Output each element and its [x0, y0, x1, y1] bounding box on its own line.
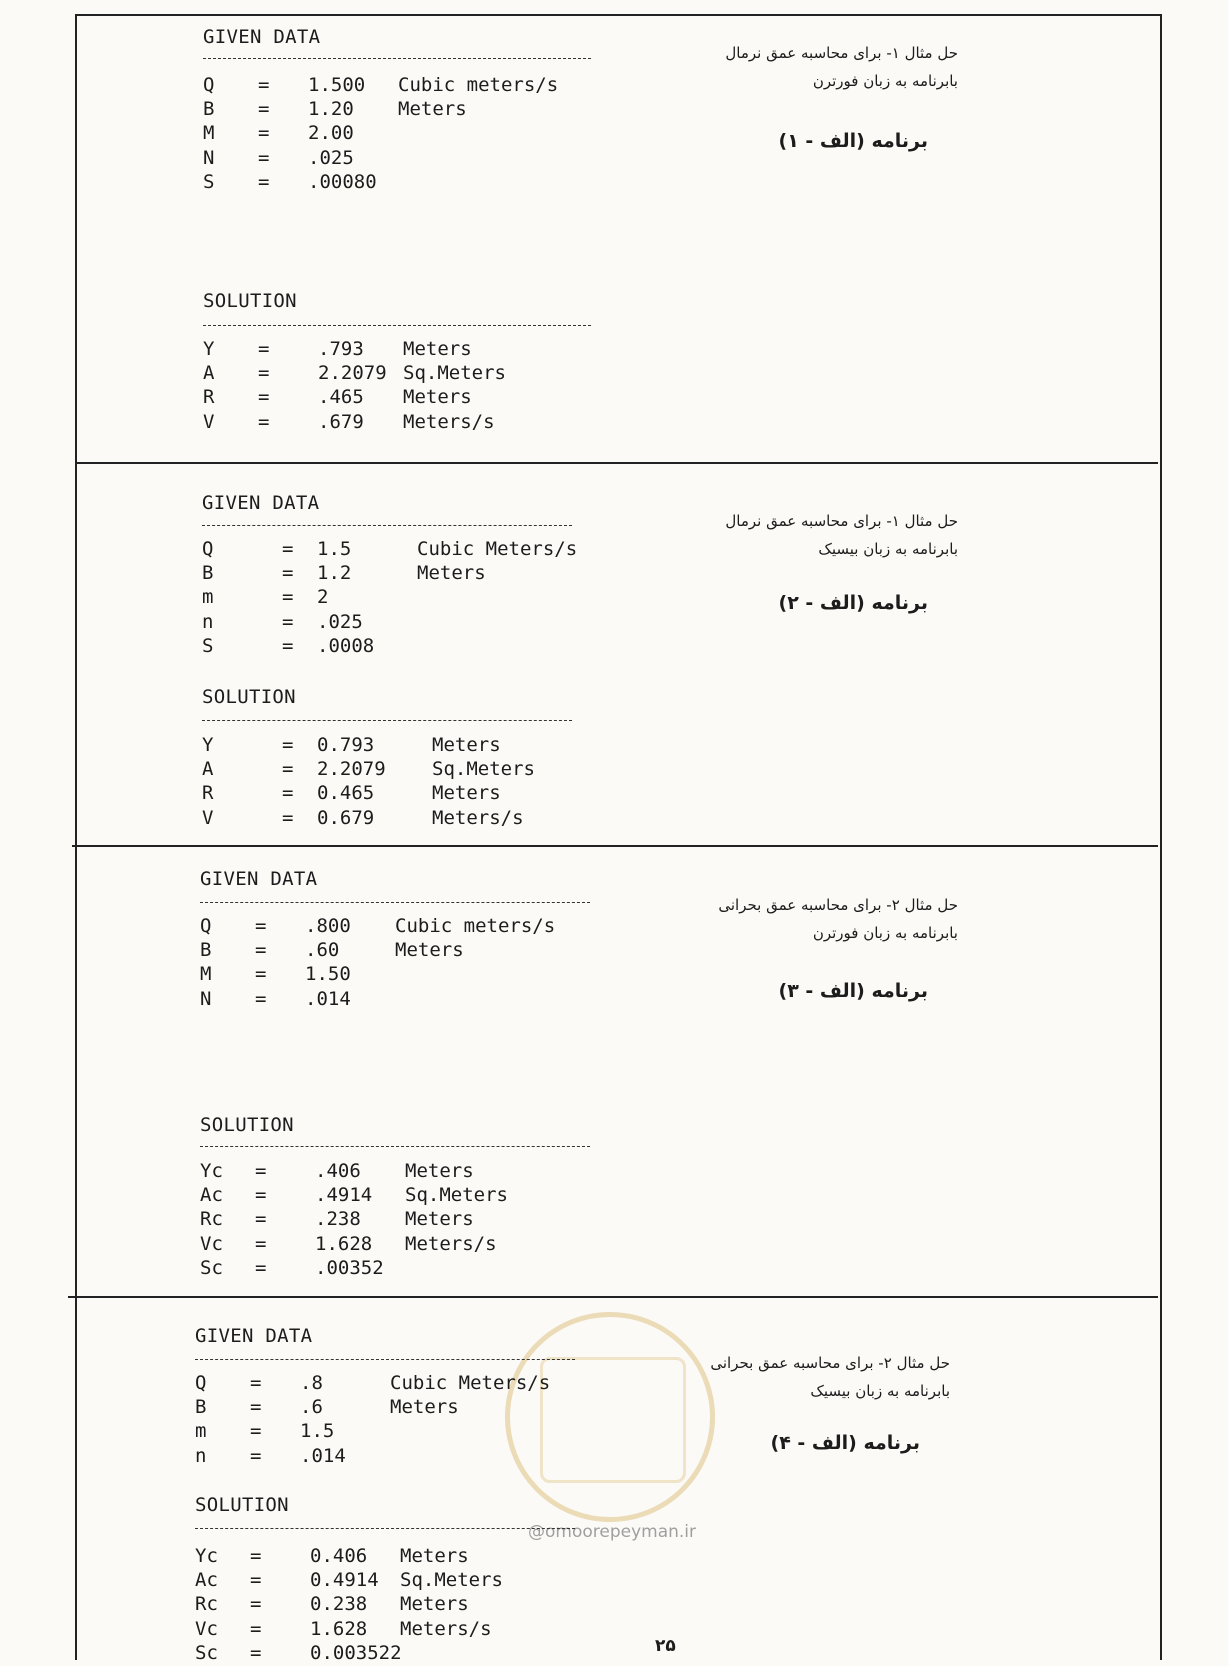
solution-eq: = — [250, 1569, 262, 1592]
given-eq: = — [258, 170, 270, 193]
given-eq: = — [282, 562, 294, 585]
given-val: .014 — [300, 1444, 346, 1467]
given-eq: = — [258, 122, 270, 145]
solution-unit: Sq.Meters — [405, 1184, 508, 1207]
given-sym: m — [202, 586, 214, 609]
solution-sym: V — [203, 410, 215, 433]
example-note-line2: بابرنامه به زبان فورترن — [812, 72, 958, 90]
given-row — [202, 562, 622, 586]
solution-eq: = — [258, 362, 270, 385]
solution-eq: = — [282, 782, 294, 805]
example-note-line2: بابرنامه به زبان بیسیک — [810, 1382, 950, 1400]
solution-row — [203, 362, 623, 386]
given-eq: = — [250, 1444, 262, 1467]
given-data-title: GIVEN DATA — [202, 492, 320, 514]
solution-val: .4914 — [315, 1184, 373, 1207]
given-val: .00080 — [308, 170, 377, 193]
given-sym: B — [200, 939, 212, 962]
solution-row — [195, 1569, 615, 1593]
solution-title: SOLUTION — [200, 1114, 294, 1136]
given-val: .6 — [300, 1396, 323, 1419]
given-sym: Q — [195, 1372, 207, 1394]
given-sym: Q — [202, 538, 214, 560]
solution-unit: Meters — [400, 1593, 469, 1616]
solution-val: 0.406 — [310, 1545, 368, 1567]
given-eq: = — [258, 98, 270, 121]
solution-val: 0.793 — [317, 734, 375, 756]
given-eq: = — [255, 963, 267, 986]
solution-val: .793 — [318, 338, 364, 360]
solution-unit: Sq.Meters — [432, 758, 535, 781]
solution-row — [200, 1257, 620, 1281]
solution-row — [195, 1642, 615, 1666]
given-val: .025 — [317, 610, 363, 633]
given-row — [200, 988, 620, 1012]
solution-sym: Sc — [195, 1641, 218, 1664]
given-eq: = — [282, 634, 294, 657]
given-sym: M — [200, 963, 212, 986]
solution-val: 0.679 — [317, 806, 375, 829]
solution-row — [202, 807, 622, 831]
solution-unit: Meters/s — [432, 806, 524, 829]
given-sym: n — [202, 610, 214, 633]
given-val: .60 — [305, 939, 340, 962]
solution-row — [195, 1593, 615, 1617]
given-eq: = — [258, 146, 270, 169]
solution-sym: Yc — [200, 1160, 223, 1182]
given-row — [195, 1372, 615, 1396]
given-sym: B — [203, 98, 215, 121]
solution-row — [203, 386, 623, 410]
given-val: .025 — [308, 146, 354, 169]
solution-sym: R — [202, 782, 214, 805]
given-unit: Cubic meters/s — [395, 915, 556, 937]
solution-eq: = — [255, 1160, 267, 1182]
given-sym: Q — [200, 915, 212, 937]
given-row — [203, 147, 623, 171]
given-eq: = — [255, 939, 267, 962]
solution-eq: = — [250, 1641, 262, 1664]
example-note-line2: بابرنامه به زبان فورترن — [812, 924, 958, 942]
given-sym: n — [195, 1444, 207, 1467]
given-row — [202, 635, 622, 659]
solution-val: 2.2079 — [318, 362, 387, 385]
given-sym: Q — [203, 74, 215, 96]
example-note-line2: بابرنامه به زبان بیسیک — [818, 540, 958, 558]
solution-sym: R — [203, 386, 215, 409]
solution-val: .00352 — [315, 1256, 384, 1279]
given-row — [195, 1420, 615, 1444]
solution-eq: = — [255, 1232, 267, 1255]
solution-eq: = — [258, 386, 270, 409]
given-val: 1.5 — [317, 538, 352, 560]
solution-row — [195, 1545, 615, 1569]
program-label: برنامه (الف - ۳) — [778, 980, 928, 1002]
given-row — [203, 171, 623, 195]
given-eq: = — [282, 610, 294, 633]
program-label: برنامه (الف - ۱) — [778, 130, 928, 152]
dashed-rule — [195, 1359, 575, 1360]
given-unit: Meters — [395, 939, 464, 962]
solution-unit: Meters/s — [405, 1232, 497, 1255]
solution-eq: = — [250, 1593, 262, 1616]
solution-row — [202, 758, 622, 782]
watermark-text: @omoorepeyman.ir — [528, 1522, 697, 1542]
given-row — [203, 74, 623, 98]
solution-row — [202, 782, 622, 806]
solution-row — [200, 1233, 620, 1257]
solution-sym: Ac — [200, 1184, 223, 1207]
given-row — [200, 915, 620, 939]
solution-sym: Vc — [200, 1232, 223, 1255]
given-sym: B — [195, 1396, 207, 1419]
solution-val: 2.2079 — [317, 758, 386, 781]
page-number: ۲۵ — [655, 1636, 676, 1656]
solution-val: 0.4914 — [310, 1569, 379, 1592]
given-val: 2.00 — [308, 122, 354, 145]
solution-unit: Meters/s — [403, 410, 495, 433]
given-sym: B — [202, 562, 214, 585]
solution-eq: = — [282, 734, 294, 756]
given-row — [200, 963, 620, 987]
dashed-rule — [203, 325, 591, 326]
solution-eq: = — [255, 1208, 267, 1231]
solution-sym: Yc — [195, 1545, 218, 1567]
given-val: .0008 — [317, 634, 375, 657]
solution-val: 1.628 — [310, 1617, 368, 1640]
given-eq: = — [255, 915, 267, 937]
given-val: 1.20 — [308, 98, 354, 121]
example-note-line1: حل مثال ۲- برای محاسبه عمق بحرانی — [710, 1354, 950, 1372]
given-sym: S — [202, 634, 214, 657]
solution-title: SOLUTION — [202, 686, 296, 708]
given-row — [195, 1396, 615, 1420]
dashed-rule — [195, 1528, 575, 1529]
solution-unit: Sq.Meters — [403, 362, 506, 385]
dashed-rule — [202, 720, 572, 721]
given-unit: Cubic Meters/s — [390, 1372, 551, 1394]
solution-unit: Sq.Meters — [400, 1569, 503, 1592]
given-data-title: GIVEN DATA — [203, 26, 321, 48]
given-unit: Meters — [398, 98, 467, 121]
solution-eq: = — [255, 1256, 267, 1279]
given-row — [202, 586, 622, 610]
given-eq: = — [282, 538, 294, 560]
given-sym: M — [203, 122, 215, 145]
given-val: .014 — [305, 987, 351, 1010]
solution-row — [203, 338, 623, 362]
solution-sym: A — [202, 758, 214, 781]
panel-separator — [75, 462, 1158, 464]
panel-separator — [68, 1296, 1158, 1298]
given-val: 2 — [317, 586, 329, 609]
solution-sym: A — [203, 362, 215, 385]
given-row — [200, 939, 620, 963]
example-note-line1: حل مثال ۱- برای محاسبه عمق نرمال — [725, 512, 958, 530]
solution-val: .679 — [318, 410, 364, 433]
dashed-rule — [203, 58, 591, 59]
given-unit: Cubic meters/s — [398, 74, 559, 96]
solution-eq: = — [282, 806, 294, 829]
solution-unit: Meters — [400, 1545, 469, 1567]
solution-unit: Meters — [403, 338, 472, 360]
given-row — [203, 98, 623, 122]
given-unit: Meters — [417, 562, 486, 585]
solution-unit: Meters — [405, 1160, 474, 1182]
given-eq: = — [250, 1372, 262, 1394]
solution-val: 1.628 — [315, 1232, 373, 1255]
solution-unit: Meters — [405, 1208, 474, 1231]
given-sym: N — [203, 146, 215, 169]
solution-eq: = — [255, 1184, 267, 1207]
given-val: 1.2 — [317, 562, 352, 585]
given-sym: S — [203, 170, 215, 193]
given-val: .800 — [305, 915, 351, 937]
solution-row — [200, 1160, 620, 1184]
given-val: .8 — [300, 1372, 323, 1394]
solution-sym: Rc — [200, 1208, 223, 1231]
solution-val: .465 — [318, 386, 364, 409]
solution-sym: Vc — [195, 1617, 218, 1640]
solution-title: SOLUTION — [203, 290, 297, 312]
example-note-line1: حل مثال ۲- برای محاسبه عمق بحرانی — [718, 896, 958, 914]
solution-row — [200, 1208, 620, 1232]
solution-val: .406 — [315, 1160, 361, 1182]
given-eq: = — [255, 987, 267, 1010]
solution-sym: Rc — [195, 1593, 218, 1616]
given-eq: = — [282, 586, 294, 609]
solution-row — [195, 1618, 615, 1642]
solution-unit: Meters — [403, 386, 472, 409]
given-row — [203, 122, 623, 146]
solution-eq: = — [258, 410, 270, 433]
solution-val: 0.238 — [310, 1593, 368, 1616]
given-unit: Meters — [390, 1396, 459, 1419]
given-eq: = — [258, 74, 270, 96]
solution-sym: Y — [203, 338, 215, 360]
given-eq: = — [250, 1420, 262, 1443]
dashed-rule — [200, 902, 590, 903]
solution-sym: Y — [202, 734, 214, 756]
solution-row — [203, 411, 623, 435]
solution-sym: Ac — [195, 1569, 218, 1592]
given-val: 1.500 — [308, 74, 366, 96]
given-sym: N — [200, 987, 212, 1010]
given-data-title: GIVEN DATA — [195, 1325, 313, 1347]
solution-val: .238 — [315, 1208, 361, 1231]
solution-row — [200, 1184, 620, 1208]
solution-sym: V — [202, 806, 214, 829]
solution-sym: Sc — [200, 1256, 223, 1279]
given-sym: m — [195, 1420, 207, 1443]
given-unit: Cubic Meters/s — [417, 538, 578, 560]
solution-eq: = — [282, 758, 294, 781]
dashed-rule — [202, 525, 572, 526]
solution-val: 0.465 — [317, 782, 375, 805]
given-data-title: GIVEN DATA — [200, 868, 318, 890]
solution-val: 0.003522 — [310, 1641, 402, 1664]
solution-title: SOLUTION — [195, 1494, 289, 1516]
program-label: برنامه (الف - ۴) — [770, 1432, 920, 1454]
dashed-rule — [200, 1146, 590, 1147]
given-row — [202, 611, 622, 635]
solution-eq: = — [258, 338, 270, 360]
given-val: 1.50 — [305, 963, 351, 986]
solution-unit: Meters — [432, 734, 501, 756]
given-val: 1.5 — [300, 1420, 335, 1443]
solution-unit: Meters — [432, 782, 501, 805]
given-row — [202, 538, 622, 562]
given-row — [195, 1445, 615, 1469]
panel-separator — [72, 845, 1158, 847]
example-note-line1: حل مثال ۱- برای محاسبه عمق نرمال — [725, 44, 958, 62]
solution-eq: = — [250, 1617, 262, 1640]
given-eq: = — [250, 1396, 262, 1419]
solution-eq: = — [250, 1545, 262, 1567]
solution-unit: Meters/s — [400, 1617, 492, 1640]
program-label: برنامه (الف - ۲) — [778, 592, 928, 614]
solution-row — [202, 734, 622, 758]
